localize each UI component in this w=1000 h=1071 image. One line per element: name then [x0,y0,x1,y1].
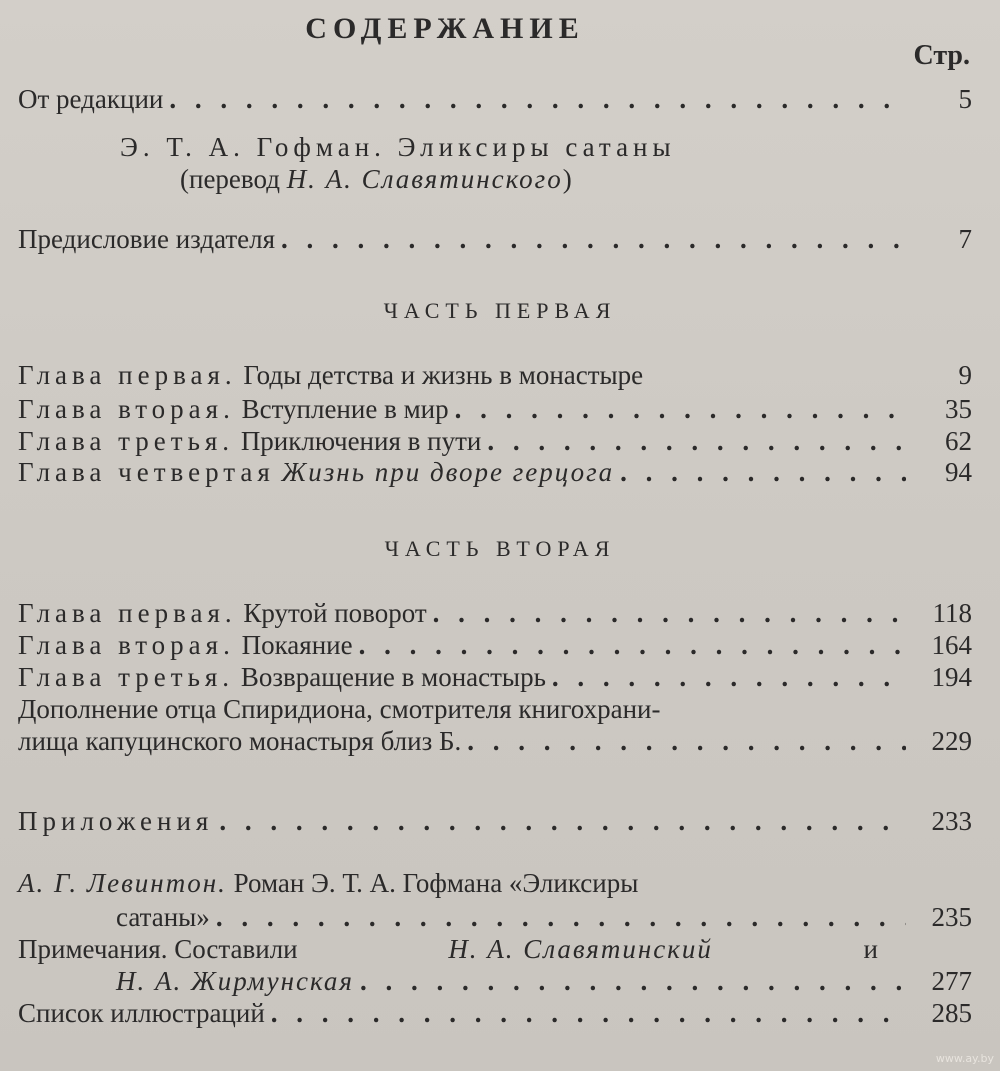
entry-page: 5 [958,84,972,114]
entry-label [18,392,449,426]
toc-entry-editorial [18,82,972,116]
chapter-number: Глава вторая. [18,630,235,660]
chapter-title: Жизнь при дворе герцога [281,457,615,487]
entry-label [18,358,643,392]
entry-label [18,424,481,458]
toc-entry-part2-ch2 [18,628,972,662]
toc-entry-illustrations [18,996,972,1030]
entry-label: Н. А. Жирмунская [116,966,354,996]
entry-label: Приложения [18,806,214,836]
article-line1 [18,866,638,900]
work-title: Э. Т. А. Гофман. Эликсиры сатаны [120,132,676,162]
entry-page: 229 [931,726,972,756]
translation-suffix: ) [562,164,572,194]
entry-page: 7 [958,224,972,254]
page-title: СОДЕРЖАНИЕ [305,12,585,45]
entry-label: От редакции [18,84,164,114]
chapter-number: Глава четвертая [18,457,275,487]
article-author: А. Г. Левинтон. [18,868,227,898]
notes-conj: и [863,934,878,964]
leader-dots [216,900,906,934]
entry-page: 35 [945,394,972,424]
notes-line1 [18,932,878,966]
part2-heading: ЧАСТЬ ВТОРАЯ [384,536,616,561]
toc-entry-article [116,900,972,934]
leader-dots [271,996,906,1030]
entry-label: Предисловие издателя [18,224,276,254]
chapter-number: Глава первая. [18,360,237,390]
chapter-number: Глава вторая. [18,394,235,424]
toc-entry-part1-ch2 [18,392,972,426]
toc-entry-notes [116,964,972,998]
chapter-title: Приключения в пути [240,426,482,456]
watermark: www.ay.by [935,1052,994,1065]
toc-entry-part1-ch1 [18,358,972,392]
entry-label: сатаны» [116,902,210,932]
chapter-number: Глава третья. [18,426,235,456]
chapter-title: Вступление в мир [241,394,449,424]
entry-label [18,628,353,662]
chapter-title: Крутой поворот [243,598,427,628]
entry-page: 9 [958,360,972,390]
leader-dots [487,424,906,458]
entry-label [18,455,614,489]
leader-dots [620,455,906,489]
leader-dots [219,804,906,838]
toc-entry-part1-ch3 [18,424,972,458]
entry-page: 118 [932,598,972,628]
entry-page: 164 [931,630,972,660]
chapter-title: Покаяние [241,630,353,660]
notes-prefix: Примечания. Составили [18,934,298,964]
entry-page: 277 [931,966,972,996]
toc-entry-addendum [18,724,972,758]
toc-entry-part1-ch4 [18,455,972,489]
work-translation [180,162,572,196]
entry-label [18,596,427,630]
toc-entry-part2-ch1 [18,596,972,630]
notes-author1: Н. А. Славятинский [448,934,713,964]
leader-dots [467,724,906,758]
entry-page: 62 [945,426,972,456]
chapter-number: Глава первая. [18,598,237,628]
chapter-number: Глава третья. [18,662,235,692]
chapter-title: Годы детства и жизнь в монастыре [243,360,644,390]
entry-page: 233 [931,806,972,836]
leader-dots [552,660,906,694]
entry-page: 285 [931,998,972,1028]
leader-dots [281,222,906,256]
entry-label: лища капуцинского монастыря близ Б. [18,726,462,756]
translation-prefix: (перевод [180,164,287,194]
chapter-title: Возвращение в монастырь [240,662,546,692]
toc-entry-part2-ch3 [18,660,972,694]
entry-page: 235 [931,902,972,932]
leader-dots [359,628,906,662]
entry-label: Список иллюстраций [18,998,265,1028]
article-title: Роман Э. Т. А. Гофмана «Эликсиры [233,868,639,898]
entry-page: 94 [945,457,972,487]
leader-dots [455,392,906,426]
leader-dots [360,964,906,998]
leader-dots [169,82,906,116]
toc-entry-appendices [18,804,972,838]
addendum-line1: Дополнение отца Спиридиона, смотрителя книгохрани- [18,694,661,724]
translator-name: Н. А. Славятинского [286,164,563,194]
toc-entry-preface [18,222,972,256]
leader-dots [433,596,906,630]
part1-heading: ЧАСТЬ ПЕРВАЯ [383,298,617,323]
entry-label [18,660,546,694]
page-column-label: Стр. [913,40,970,71]
entry-page: 194 [931,662,972,692]
